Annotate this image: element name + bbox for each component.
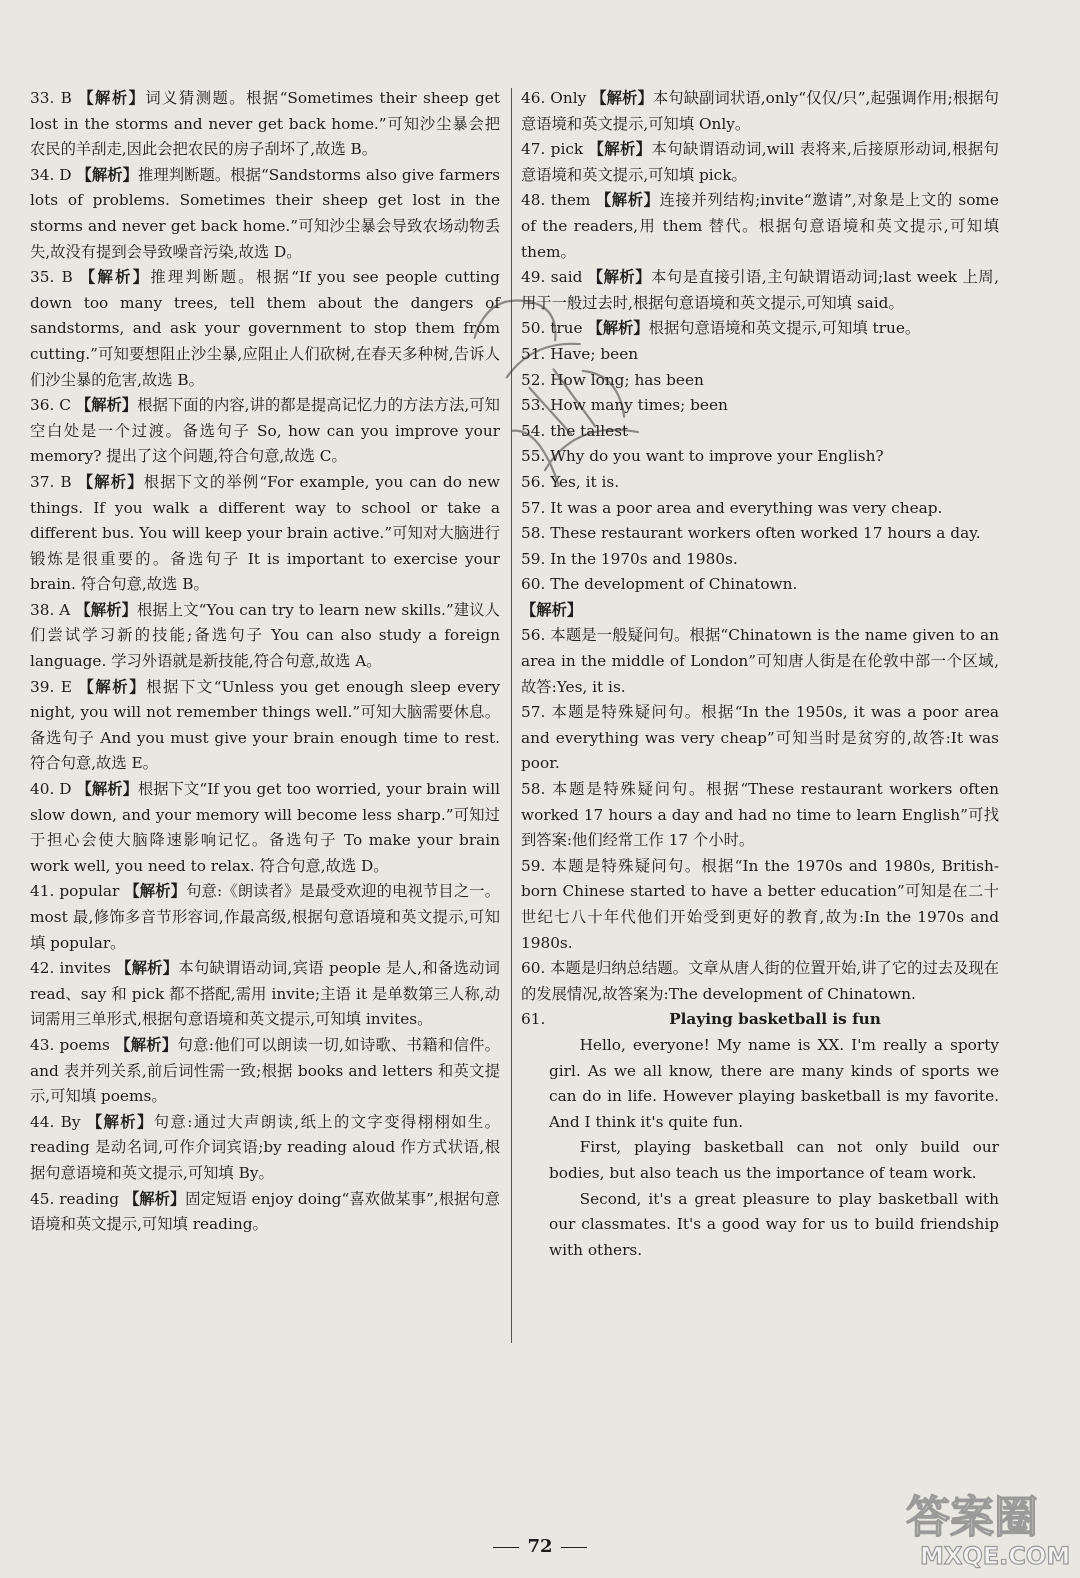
question-number: 36. C (30, 396, 71, 415)
analysis-tag: 【解析】 (115, 1035, 178, 1054)
analysis-text: 本句缺谓语动词,宾语 people 是人,和备选动词 read、say 和 pick 都不搭配,需用 invite;主语 it 是单数第三人称,动词需用三单形式,根据句意语境和英文提示,可知填 invites。 (30, 959, 500, 1029)
essay-title: Playing basketball is fun (669, 1010, 881, 1029)
short-answer: 59. In the 1970s and 1980s. (521, 549, 738, 568)
answer-entry (30, 1033, 500, 1110)
analysis-text: 根据下文“If you get too worried, your brain will slow down, and your memory will become less sharp.”可知过于担心会使大脑降速影响记忆。备选句子 To make your brain work well, you need to relax. 符合句意,故选 D。 (30, 780, 500, 875)
analysis-item: 58. 本题是特殊疑问句。根据“These restaurant workers often worked 17 hours a day and had no time to learn English”可找到答案:他们经常工作 17 个小时。 (521, 780, 999, 850)
analysis-item: 57. 本题是特殊疑问句。根据“In the 1950s, it was a poor area and everything was very cheap”可知当时是贫穷的,故答:It was poor. (521, 703, 999, 773)
answer-entry (30, 470, 500, 598)
essay-number: 61. (521, 1010, 546, 1029)
watermark-small-text: MXQE.COM (920, 1542, 1071, 1570)
analysis-text: 句意:通过大声朗读,纸上的文字变得栩栩如生。reading 是动名词,可作介词宾语;by reading aloud 作方式状语,根据句意语境和英文提示,可知填 By。 (30, 1112, 500, 1182)
analysis-tag: 【解析】 (75, 600, 137, 619)
site-watermark-logo (898, 1480, 1074, 1574)
analysis-tag: 【解析】 (587, 319, 649, 338)
analysis-tag: 【解析】 (77, 472, 144, 491)
answer-entry (30, 1110, 500, 1187)
short-answer: 52. How long; has been (521, 370, 704, 389)
answer-entry (521, 188, 999, 265)
analysis-item: 60. 本题是归纳总结题。文章从唐人街的位置开始,讲了它的过去及现在的发展情况,故答案为:The development of Chinatown. (521, 959, 999, 1003)
answer-entry (30, 675, 500, 777)
analysis-text: 推理判断题。根据“Sandstorms also give farmers lots of problems. Sometimes their sheep get lost in the storms and never get back home.”可知沙尘暴会导致农场动物丢失,故没有提到会导致噪音污染,故选 D。 (30, 165, 500, 261)
question-number: 40. D (30, 780, 72, 799)
analysis-heading: 【解析】 (521, 600, 583, 619)
question-number: 49. said (521, 268, 583, 287)
analysis-text: 本句缺谓语动词,will 表将来,后接原形动词,根据句意语境和英文提示,可知填 pick。 (521, 140, 999, 184)
analysis-text: 连接并列结构;invite“邀请”,对象是上文的 some of the readers,用 them 替代。根据句意语境和英文提示,可知填 them。 (521, 191, 999, 261)
short-answer: 54. the tallest (521, 421, 629, 440)
question-number: 50. true (521, 319, 583, 338)
answer-entry (30, 777, 500, 879)
left-column (30, 86, 500, 1238)
short-answer: 55. Why do you want to improve your English? (521, 447, 884, 466)
question-number: 33. B (30, 89, 72, 107)
question-number: 39. E (30, 677, 72, 696)
analysis-text: 根据上文“You can try to learn new skills.”建议人们尝试学习新的技能;备选句子 You can also study a foreign language. 学习外语就是新技能,符合句意,故选 A。 (30, 600, 500, 671)
analysis-tag: 【解析】 (587, 268, 652, 287)
analysis-tag: 【解析】 (78, 677, 147, 696)
answer-entry (521, 137, 999, 188)
analysis-text: 本句是直接引语,主句缺谓语动词;last week 上周,用于一般过去时,根据句意语境和英文提示,可知填 said。 (521, 268, 999, 312)
analysis-tag: 【解析】 (76, 165, 138, 184)
answer-entry (30, 86, 500, 163)
short-answer: 58. These restaurant workers often worked 17 hours a day. (521, 524, 981, 543)
analysis-tag: 【解析】 (116, 959, 179, 978)
question-number: 44. By (30, 1112, 81, 1131)
question-number: 43. poems (30, 1035, 110, 1054)
essay-paragraph: First, playing basketball can not only build our bodies, but also teach us the importance of team work. (549, 1138, 999, 1182)
analysis-tag: 【解析】 (76, 780, 138, 799)
analysis-text: 根据下面的内容,讲的都是提高记忆力的方法方法,可知空白处是一个过渡。备选句子 So, how can you improve your memory? 提出了这个问题,符合句意,故选 C。 (30, 396, 500, 466)
analysis-tag: 【解析】 (86, 1112, 154, 1131)
page-number-text: 72 (527, 1536, 553, 1557)
answer-entry (521, 86, 999, 137)
analysis-text: 根据下文的举例“For example, you can do new things. If you walk a different way to school or take a different bus. You will keep your brain active.”可知对大脑进行锻炼是很重要的。备选句子 It is important to exercise your brain. 符合句意,故选 B。 (30, 472, 500, 594)
analysis-tag: 【解析】 (124, 882, 187, 901)
short-answer: 56. Yes, it is. (521, 472, 620, 491)
answer-entry (30, 598, 500, 675)
question-number: 35. B (30, 268, 73, 287)
answer-entry (30, 393, 500, 470)
answer-entry (30, 879, 500, 956)
analysis-text: 根据句意语境和英文提示,可知填 true。 (648, 319, 921, 338)
watermark-large-text: 答案圈 (906, 1492, 1038, 1543)
question-number: 41. popular (30, 882, 120, 901)
essay-paragraph: Hello, everyone! My name is XX. I'm really a sporty girl. As we all know, there are many kinds of sports we can do in life. However playing basketball is my favorite. And I think it's quite fun. (549, 1035, 999, 1131)
analysis-tag: 【解析】 (591, 89, 653, 107)
analysis-text: 句意:《朗读者》是最受欢迎的电视节目之一。most 最,修饰多音节形容词,作最高级,根据句意语境和英文提示,可知填 popular。 (30, 882, 500, 952)
analysis-tag: 【解析】 (123, 1189, 186, 1208)
answer-entry (30, 163, 500, 265)
analysis-tag: 【解析】 (595, 191, 660, 210)
analysis-item: 59. 本题是特殊疑问句。根据“In the 1970s and 1980s, British-born Chinese started to have a better education”可知是在二十世纪七八十年代他们开始受到更好的教育,故为:In the 1970s and 1980s. (521, 856, 999, 952)
answer-entry (30, 265, 500, 393)
page-number-dash (561, 1547, 587, 1548)
essay-paragraph: Second, it's a great pleasure to play basketball with our classmates. It's a good way for us to build friendship with others. (549, 1189, 999, 1259)
question-number: 38. A (30, 600, 71, 619)
question-number: 46. Only (521, 89, 587, 107)
analysis-tag: 【解析】 (78, 89, 146, 107)
question-number: 47. pick (521, 140, 584, 159)
question-number: 48. them (521, 191, 591, 210)
analysis-tag: 【解析】 (75, 396, 138, 415)
question-number: 45. reading (30, 1189, 120, 1208)
analysis-text: 词义猜测题。根据“Sometimes their sheep get lost in the storms and never get back home.”可知沙尘暴会把农民的羊刮走,因此会把农民的房子刮坏了,故选 B。 (30, 89, 500, 159)
analysis-text: 推理判断题。根据“If you see people cutting down too many trees, tell them about the dangers of sandstorms, and ask your government to stop them from cutting.”可知要想阻止沙尘暴,应阻止人们砍树,在春天多种树,告诉人们沙尘暴的危害,故选 B。 (30, 268, 500, 389)
short-answer: 53. How many times; been (521, 396, 728, 415)
analysis-tag: 【解析】 (588, 140, 652, 159)
question-number: 42. invites (30, 959, 111, 978)
question-number: 37. B (30, 472, 72, 491)
short-answer: 60. The development of Chinatown. (521, 575, 798, 594)
analysis-text: 本句缺副词状语,only“仅仅/只”,起强调作用;根据句意语境和英文提示,可知填 Only。 (521, 89, 999, 133)
page-number-dash (493, 1547, 519, 1548)
analysis-tag: 【解析】 (79, 268, 151, 287)
answer-entry (30, 956, 500, 1033)
short-answer: 57. It was a poor area and everything was very cheap. (521, 498, 943, 517)
answer-entry (30, 1187, 500, 1238)
analysis-item: 56. 本题是一般疑问句。根据“Chinatown is the name given to an area in the middle of London”可知唐人街是在伦敦中部一个区域,故答:Yes, it is. (521, 626, 999, 696)
analysis-text: 根据下文“Unless you get enough sleep every night, you will not remember things well.”可知大脑需要休息。备选句子 And you must give your brain enough time to rest. 符合句意,故选 E。 (30, 677, 501, 773)
analysis-text: 固定短语 enjoy doing“喜欢做某事”,根据句意语境和英文提示,可知填 reading。 (30, 1189, 500, 1234)
essay (521, 1007, 999, 1263)
analysis-text: 句意:他们可以朗读一切,如诗歌、书籍和信件。and 表并列关系,前后词性需一致;根据 books and letters 和英文提示,可知填 poems。 (30, 1035, 500, 1106)
short-answer: 51. Have; been (521, 344, 639, 363)
question-number: 34. D (30, 165, 72, 184)
